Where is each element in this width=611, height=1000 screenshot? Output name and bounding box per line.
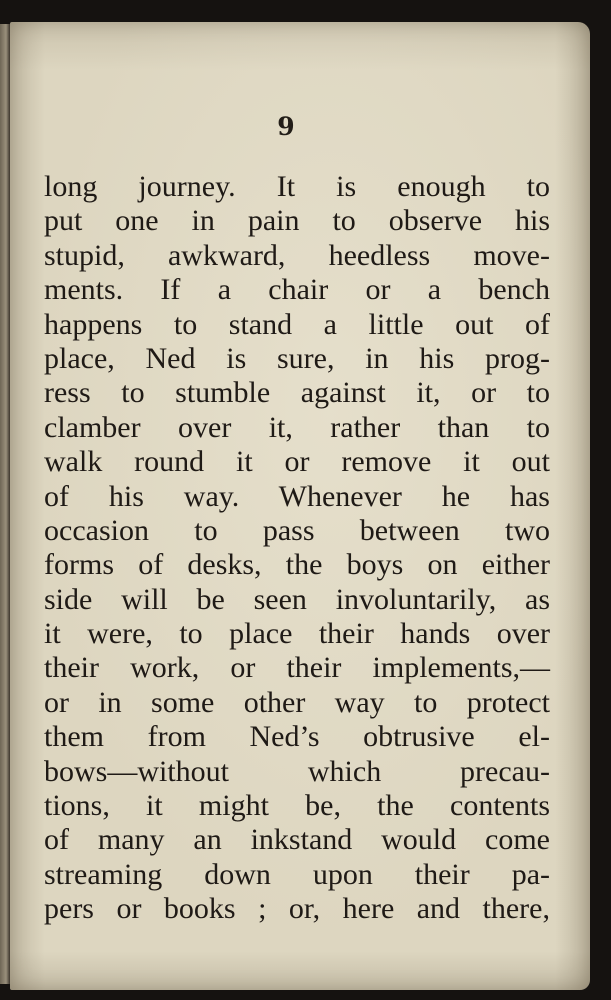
text-line-17: them from Ned’s obtrusive el-	[44, 720, 550, 754]
text-line-18: bows—without which precau-	[44, 754, 550, 788]
text-line-2: put one in pain to observe his	[44, 204, 550, 238]
text-line-20: of many an inkstand would come	[44, 823, 550, 857]
text-line-9: walk round it or remove it out	[44, 445, 550, 479]
page-paper	[10, 22, 590, 990]
text-line-7: ress to stumble against it, or to	[44, 376, 550, 410]
text-line-5: happens to stand a little out of	[44, 307, 550, 341]
facing-page-edge	[0, 24, 10, 984]
text-line-16: or in some other way to protect	[44, 685, 550, 719]
text-line-12: forms of desks, the boys on either	[44, 548, 550, 582]
text-line-10: of his way. Whenever he has	[44, 479, 550, 513]
text-line-15: their work, or their implements,—	[44, 651, 550, 685]
text-line-1: long journey. It is enough to	[44, 170, 550, 203]
body-text	[44, 170, 550, 927]
text-line-22: pers or books ; or, here and there,	[44, 892, 550, 926]
page-number: 9	[277, 112, 295, 141]
text-line-11: occasion to pass between two	[44, 513, 550, 547]
text-line-19: tions, it might be, the contents	[44, 789, 550, 823]
text-line-4: ments. If a chair or a bench	[44, 273, 550, 307]
text-line-8: clamber over it, rather than to	[44, 410, 550, 444]
text-line-3: stupid, awkward, heedless move-	[44, 238, 550, 272]
text-line-14: it were, to place their hands over	[44, 617, 550, 651]
text-line-21: streaming down upon their pa-	[44, 857, 550, 891]
text-line-13: side will be seen involuntarily, as	[44, 582, 550, 616]
text-line-6: place, Ned is sure, in his prog-	[44, 341, 550, 375]
